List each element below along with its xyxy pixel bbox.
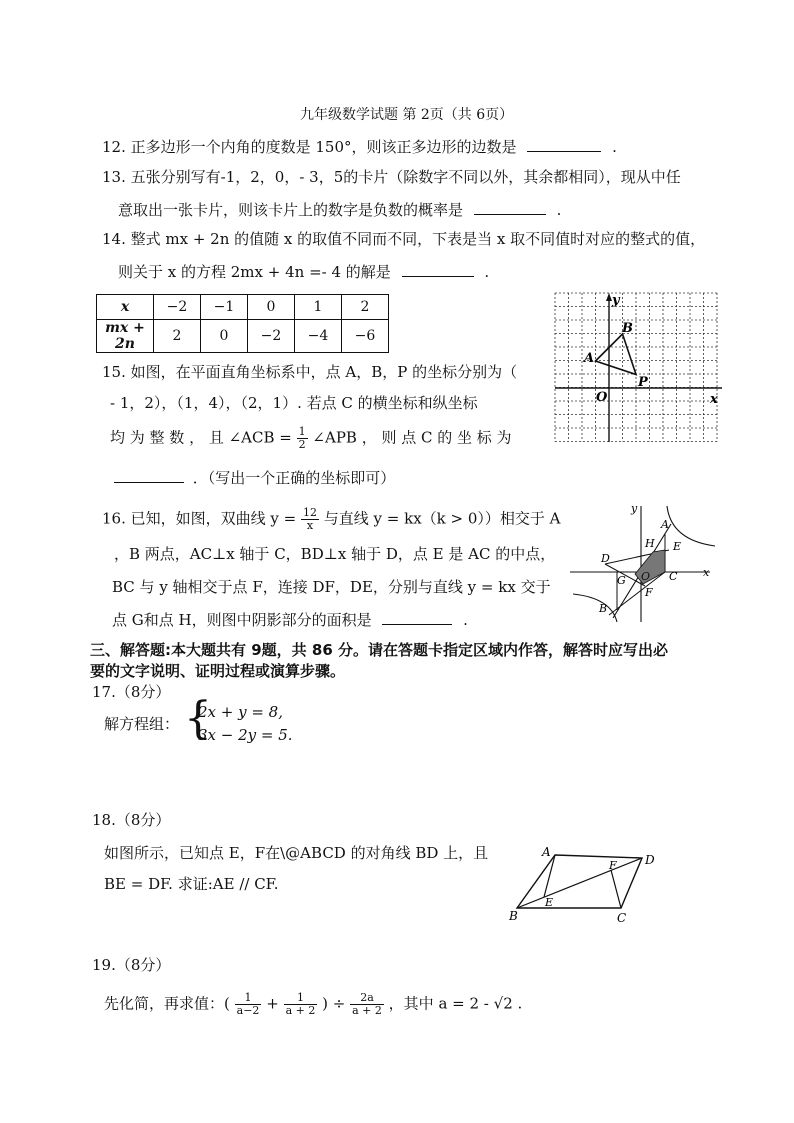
origin-label: O: [596, 390, 608, 405]
q16-line4-wrap: [112, 608, 468, 630]
table-header-expr: mx + 2n: [97, 320, 154, 353]
q17-title: 17.（8分）: [92, 683, 171, 701]
table-cell: −2: [248, 320, 295, 353]
fraction-numerator: 12: [303, 506, 317, 519]
point-d-label: D: [601, 552, 610, 565]
table-cell: −1: [201, 295, 248, 320]
page-header: 九年级数学试题 第 2页（共 6页）: [300, 107, 514, 123]
point-c-label: C: [669, 570, 678, 583]
point-a-label: A: [661, 518, 669, 531]
point-b-label: B: [509, 909, 518, 923]
table-cell: −2: [154, 295, 201, 320]
q12-text: 12. 正多边形一个内角的度数是 150°，则该正多边形的边数是: [102, 138, 517, 156]
q18-line2: BE = DF. 求证:AE // CF.: [104, 875, 279, 893]
q12-answer-blank[interactable]: [527, 135, 601, 152]
q16-eq-y: y =: [270, 509, 297, 528]
q19-plus: +: [266, 994, 279, 1013]
point-e-label: E: [545, 896, 554, 909]
table-cell: 1: [295, 295, 342, 320]
point-a-label: A: [584, 351, 595, 366]
table-cell: 2: [342, 295, 389, 320]
q19-title: 19.（8分）: [92, 956, 171, 974]
q19-fraction-1: [235, 992, 262, 1017]
q17-brace: {: [184, 693, 212, 744]
q17-eq2: 3x − 2y = 5.: [198, 726, 293, 744]
point-b-label: B: [622, 321, 633, 336]
fraction-denominator: 2: [298, 438, 306, 451]
table-header-x: x: [97, 295, 154, 320]
q19-tail: ，其中 a = 2 - √2 .: [388, 994, 523, 1013]
fraction-numerator: 2a: [350, 992, 384, 1005]
fraction-denominator: a + 2: [285, 1004, 316, 1017]
q18-line1: 如图所示，已知点 E，F在\@ABCD 的对角线 BD 上，且: [104, 844, 489, 862]
fraction-numerator: 1: [235, 992, 262, 1005]
fraction-denominator: x: [306, 519, 314, 532]
q19-close: ) ÷: [322, 994, 346, 1013]
q14-line1: 14. 整式 mx + 2n 的值随 x 的取值不同而不同，下表是当 x 取不同值时对应的整式的值，: [102, 230, 706, 248]
fraction-denominator: a + 2: [352, 1004, 382, 1017]
point-b-label: B: [599, 602, 608, 615]
q19-fraction-2: [284, 992, 318, 1017]
q15-line3a: 均 为 整 数 ， 且 ∠ACB =: [110, 428, 292, 447]
q15-line4: ．（写出一个正确的坐标即可）: [192, 469, 396, 487]
q16-end: .: [463, 611, 468, 629]
q12-end: .: [612, 138, 617, 156]
q15-line1: 15. 如图，在平面直角坐标系中，点 A，B，P 的坐标分别为（: [102, 363, 518, 381]
point-a-label: A: [542, 845, 551, 859]
table-row: [97, 295, 389, 320]
q19-expression: [104, 992, 522, 1017]
table-cell: 0: [248, 295, 295, 320]
y-axis-label: y: [631, 502, 638, 515]
q16-line3: BC 与 y 轴相交于点 F，连接 DF，DE，分别与直线 y = kx 交于: [112, 578, 551, 596]
x-axis-label: x: [703, 566, 710, 579]
q16-line1: [102, 507, 561, 532]
q16-line2: ，B 两点，AC⊥x 轴于 C，BD⊥x 轴于 D，点 E 是 AC 的中点，: [114, 545, 556, 563]
point-h-label: H: [645, 537, 655, 550]
point-g-label: G: [617, 574, 626, 587]
q16-line1a: 16. 已知，如图，双曲线: [102, 509, 266, 528]
q14-end: .: [484, 263, 490, 281]
q15-grid-figure: [552, 290, 732, 450]
point-f-label: F: [645, 586, 653, 599]
q16-hyperbola-figure: [565, 500, 720, 625]
q15-line4-wrap: [114, 466, 395, 488]
point-f-label: F: [609, 859, 617, 872]
fraction-numerator: 1: [298, 425, 306, 438]
point-c-label: C: [617, 911, 627, 925]
q14-line2-wrap: [118, 260, 489, 282]
x-axis-label: x: [710, 392, 718, 407]
q17-eq1: 2x + y = 8,: [198, 703, 283, 721]
q17-label: 解方程组：: [104, 715, 180, 733]
q15-line3: [110, 426, 512, 451]
segment-cf: [611, 870, 621, 908]
q15-half-fraction: [297, 426, 308, 451]
table-cell: 2: [154, 320, 201, 353]
q15-answer-blank[interactable]: [114, 466, 184, 483]
q19-lead: 先化简，再求值：(: [104, 994, 230, 1013]
q16-line1b: 与直线 y = kx（k > 0））相交于 A: [323, 509, 561, 528]
q14-value-table: [96, 294, 389, 353]
table-cell: −4: [295, 320, 342, 353]
table-cell: 0: [201, 320, 248, 353]
point-p-label: P: [638, 375, 648, 390]
section3-heading-line1: 三、解答题:本大题共有 9题，共 86 分。请在答题卡指定区域内作答，解答时应写出必: [90, 641, 668, 659]
q13-line1: 13. 五张分别写有-1，2，0，- 3，5的卡片（除数字不同以外，其余都相同），现从中任: [102, 168, 681, 186]
fraction-denominator: a−2: [236, 1004, 260, 1017]
q13-line2-wrap: [118, 198, 561, 220]
table-cell: −6: [342, 320, 389, 353]
origin-label: O: [641, 570, 651, 583]
triangle-abp: [596, 334, 637, 375]
question-12: [102, 135, 617, 157]
q15-line3b: ∠APB ， 则 点 C 的 坐 标 为: [312, 428, 512, 447]
q13-line2: 意取出一张卡片，则该卡片上的数字是负数的概率是: [118, 201, 464, 219]
q15-line2: - 1，2），（1，4），（2，1）. 若点 C 的横坐标和纵坐标: [110, 394, 478, 412]
hyperbola-branch-lower: [573, 594, 617, 622]
q13-answer-blank[interactable]: [474, 198, 546, 215]
q13-end: .: [556, 201, 562, 219]
fraction-numerator: 1: [284, 992, 318, 1005]
q18-title: 18.（8分）: [92, 811, 171, 829]
q14-answer-blank[interactable]: [402, 260, 474, 277]
grid-lines: [555, 293, 717, 442]
segment-ae: [544, 855, 555, 897]
q19-fraction-3: [350, 992, 384, 1017]
section3-heading-line2: 要的文字说明、证明过程或演算步骤。: [90, 662, 346, 680]
q16-answer-blank[interactable]: [382, 608, 452, 625]
q16-line4: 点 G和点 H，则图中阴影部分的面积是: [112, 611, 372, 629]
y-axis-label: y: [612, 293, 620, 308]
point-e-label: E: [673, 540, 682, 553]
q16-fraction: [301, 507, 319, 532]
q14-line2: 则关于 x 的方程 2mx + 4n =- 4 的解是: [118, 263, 391, 281]
q18-parallelogram-figure: [505, 840, 675, 925]
point-d-label: D: [645, 853, 655, 867]
table-row: [97, 320, 389, 353]
